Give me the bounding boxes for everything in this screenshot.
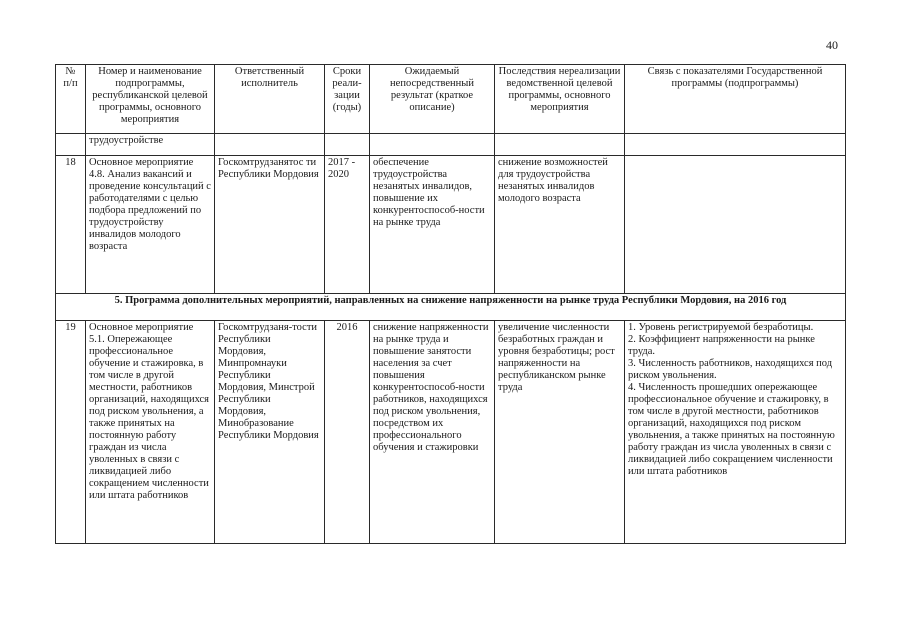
- cell-result: снижение напряженности на рынке труда и повышение занятости населения за счет повышения конкурентоспособ-ности работников, находящихся под риском увольнения, посредством их профессионального обучения и стажировки: [370, 321, 495, 544]
- page-number: 40: [826, 38, 838, 52]
- cell-consequences: [495, 134, 625, 156]
- cell-name: Основное мероприятие 4.8. Анализ вакансий и проведение консультаций с работодателями с целью подбора предложений по трудоустройству инвалидов молодого возраста: [86, 156, 215, 294]
- cell-result: [370, 134, 495, 156]
- section-row: [56, 294, 846, 321]
- cell-link: [625, 156, 846, 294]
- table-row: [56, 321, 846, 544]
- header-consequences: Последствия нереализации ведомственной целевой программы, основного мероприятия: [495, 65, 625, 134]
- table-row: [56, 156, 846, 294]
- header-name: Номер и наименование подпрограммы, республиканской целевой программы, основного мероприятия: [86, 65, 215, 134]
- section-title: 5. Программа дополнительных мероприятий, направленных на снижение напряженности на рынке труда Республики Мордовия, на 2016 год: [56, 294, 846, 321]
- cell-executor: [215, 134, 325, 156]
- cell-num: [56, 134, 86, 156]
- program-table: [55, 64, 846, 544]
- cell-term: [325, 134, 370, 156]
- cell-term: 2017 - 2020: [325, 156, 370, 294]
- cell-result: обеспечение трудоустройства незанятых инвалидов, повышение их конкурентоспособ-ности на рынке труда: [370, 156, 495, 294]
- header-executor: Ответственный исполнитель: [215, 65, 325, 134]
- header-link: Связь с показателями Государственной программы (подпрограммы): [625, 65, 846, 134]
- cell-term: 2016: [325, 321, 370, 544]
- cell-name: Основное мероприятие 5.1. Опережающее профессиональное обучение и стажировка, в том числе в другой местности, работников организаций, находящихся под риском увольнения, а также принятых на постоянную работу граждан из числа уволенных в связи с ликвидацией либо сокращением численности или штата работников: [86, 321, 215, 544]
- table-row: [56, 134, 846, 156]
- header-num: № п/п: [56, 65, 86, 134]
- cell-link: 1. Уровень регистрируемой безработицы. 2. Коэффициент напряженности на рынке труда. 3. Численность работников, находящихся под риском увольнения. 4. Численность прошедших опережающее профессиональное обучение и стажировку, в том числе в другой местности, работников организаций, находящихся под риском увольнения, а также принятых на постоянную работу граждан из числа уволенных в связи с ликвидацией либо сокращением численности или штата работников: [625, 321, 846, 544]
- table-header-row: [56, 65, 846, 134]
- cell-executor: Госкомтрудзаня-тости Республики Мордовия, Минпромнауки Республики Мордовия, Минстрой Республики Мордовия, Минобразование Республики Мордовия: [215, 321, 325, 544]
- cell-num: 18: [56, 156, 86, 294]
- cell-name: трудоустройстве: [86, 134, 215, 156]
- cell-executor: Госкомтрудзанятос ти Республики Мордовия: [215, 156, 325, 294]
- cell-consequences: увеличение численности безработных граждан и уровня безработицы; рост напряженности на республиканском рынке труда: [495, 321, 625, 544]
- cell-link: [625, 134, 846, 156]
- header-term: Сроки реали-зации (годы): [325, 65, 370, 134]
- cell-consequences: снижение возможностей для трудоустройства незанятых инвалидов молодого возраста: [495, 156, 625, 294]
- header-result: Ожидаемый непосредственный результат (краткое описание): [370, 65, 495, 134]
- cell-num: 19: [56, 321, 86, 544]
